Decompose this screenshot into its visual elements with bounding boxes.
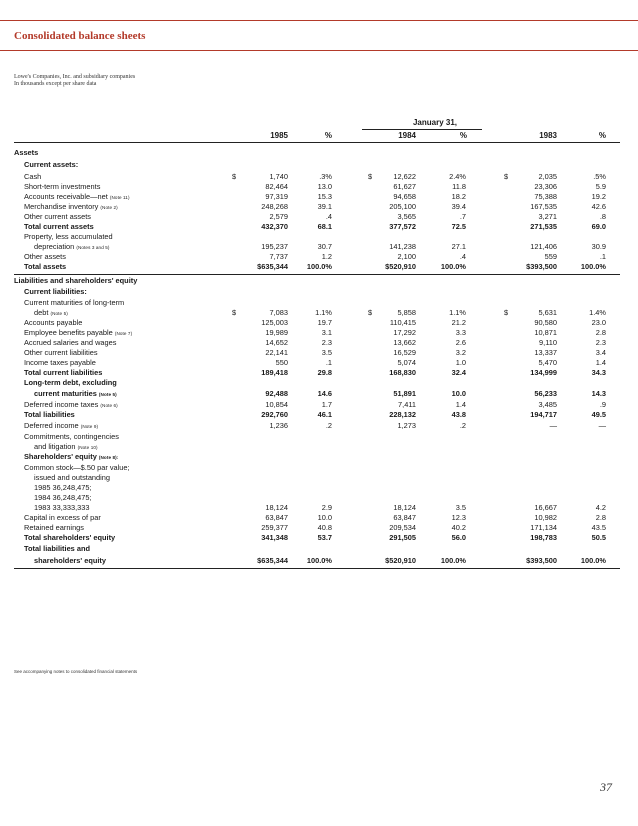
table-row (0, 328, 638, 338)
cell-p1984: 56.0 (451, 533, 466, 542)
cell-p1984: 3.5 (455, 503, 466, 512)
dollar-sign: $ (232, 308, 237, 317)
row-label (24, 523, 84, 533)
cell-v1985: 292,760 (261, 410, 288, 419)
row-label-text: Total liabilities and (24, 544, 90, 553)
row-label (14, 276, 137, 286)
cell-v1983: 23,306 (534, 182, 557, 191)
row-label-text: Retained earnings (24, 523, 84, 532)
cell-v1984: 228,132 (389, 410, 416, 419)
table-row (0, 463, 638, 473)
cell-p1983: 43.5 (591, 523, 606, 532)
cell-p1984: .7 (459, 212, 466, 221)
row-note-ref: (Note 9) (80, 424, 99, 429)
cell-p1985: 2.3 (321, 338, 332, 347)
cell-p1984: 21.2 (451, 318, 466, 327)
cell-p1984: 2.4% (449, 172, 466, 181)
row-label-text: shareholders' equity (34, 556, 106, 565)
row-label-text: Income taxes payable (24, 358, 96, 367)
cell-v1983: 121,406 (530, 242, 557, 251)
row-label (24, 452, 118, 463)
table-row (0, 276, 638, 286)
row-label-text: Shareholders' equity (24, 452, 97, 461)
row-label (24, 338, 116, 348)
cell-p1985: .4 (325, 212, 332, 221)
row-label-text: Liabilities and shareholders' equity (14, 276, 138, 285)
table-row (0, 493, 638, 503)
cell-v1983: 559 (544, 252, 557, 261)
row-label-text: Deferred income taxes (24, 400, 99, 409)
cell-p1985: 46.1 (317, 410, 332, 419)
row-label (34, 389, 117, 400)
cell-v1984: 2,100 (397, 252, 416, 261)
cell-v1983: 3,485 (538, 400, 557, 409)
cell-v1984: 94,658 (393, 192, 416, 201)
cell-v1984: 168,830 (389, 368, 416, 377)
row-label-text: Accounts receivable—net (24, 192, 108, 201)
cell-p1985: 10.0 (317, 513, 332, 522)
row-note-ref: (Note 5) (98, 392, 117, 397)
cell-v1983: 5,631 (538, 308, 557, 317)
table-row (0, 338, 638, 348)
row-label (24, 287, 87, 297)
row-label (14, 148, 38, 158)
cell-v1983: 56,233 (534, 389, 557, 398)
cell-p1984: 43.8 (451, 410, 466, 419)
cell-v1985: 2,579 (269, 212, 288, 221)
period-rule (362, 129, 482, 130)
cell-p1985: 53.7 (317, 533, 332, 542)
row-note-ref: (Note 5) (50, 311, 68, 316)
row-label-text: Property, less accumulated (24, 232, 113, 241)
table-row (0, 452, 638, 462)
row-label (24, 378, 117, 388)
row-label-text: 1984 36,248,475; (34, 493, 92, 502)
cell-v1985: 7,737 (269, 252, 288, 261)
row-label-text: Total liabilities (24, 410, 75, 419)
table-row (0, 389, 638, 399)
cell-v1985: 432,370 (261, 222, 288, 231)
cell-v1985: 195,237 (261, 242, 288, 251)
row-label-text: Employee benefits payable (24, 328, 113, 337)
col-pct-1985: % (324, 131, 332, 140)
cell-p1984: 1.4 (455, 400, 466, 409)
row-note-ref: (Note 7) (114, 331, 133, 336)
cell-p1984: 72.5 (451, 222, 466, 231)
row-label-text: Assets (14, 148, 39, 157)
cell-v1983: 10,871 (534, 328, 557, 337)
row-label-text: Total current assets (24, 222, 94, 231)
row-label (24, 463, 130, 473)
cell-p1984: 1.0 (455, 358, 466, 367)
table-row (0, 242, 638, 252)
cell-v1984: 12,622 (393, 172, 416, 181)
cell-v1983: 167,535 (530, 202, 557, 211)
cell-p1983: 42.6 (591, 202, 606, 211)
row-note-ref: (Note 2) (100, 205, 118, 210)
cell-p1985: 15.3 (317, 192, 332, 201)
cell-p1985: 1.1% (315, 308, 332, 317)
cell-v1984: 17,292 (393, 328, 416, 337)
row-label-text: Cash (24, 172, 42, 181)
row-label (24, 212, 91, 222)
table-row (0, 202, 638, 212)
cell-p1983: 14.3 (591, 389, 606, 398)
cell-p1983: 100.0% (580, 262, 606, 271)
cell-v1984: 377,572 (389, 222, 416, 231)
cell-p1983: 1.4% (589, 308, 606, 317)
period-header: January 31, (412, 118, 458, 127)
cell-p1983: 2.3 (595, 338, 606, 347)
page-title: Consolidated balance sheets (14, 30, 146, 42)
cell-p1985: 14.6 (317, 389, 332, 398)
row-label-text: Short-term investments (24, 182, 101, 191)
cell-v1983: 3,271 (538, 212, 557, 221)
cell-p1984: 3.3 (455, 328, 466, 337)
cell-v1983: 271,535 (530, 222, 557, 231)
cell-p1985: 68.1 (317, 222, 332, 231)
row-label (24, 232, 113, 242)
cell-p1984: 1.1% (449, 308, 466, 317)
row-note-ref: (Note 8): (98, 455, 119, 460)
cell-p1985: 30.7 (317, 242, 332, 251)
cell-p1983: .5% (593, 172, 606, 181)
table-row (0, 368, 638, 378)
cell-p1984: 32.4 (451, 368, 466, 377)
table-row (0, 421, 638, 431)
col-year-1984: 1984 (398, 131, 416, 140)
cell-v1984: 110,415 (389, 318, 416, 327)
cell-v1983: 5,470 (538, 358, 557, 367)
table-row (0, 410, 638, 420)
cell-p1984: 11.8 (452, 182, 466, 191)
cell-v1985: 22,141 (265, 348, 288, 357)
row-label-text: Total shareholders' equity (24, 533, 116, 542)
row-label (24, 298, 124, 308)
col-year-1983: 1983 (539, 131, 557, 140)
cell-p1985: 100.0% (306, 262, 332, 271)
table-row (0, 556, 638, 566)
cell-v1985: 63,847 (265, 513, 288, 522)
table-row (0, 160, 638, 170)
table-row (0, 533, 638, 543)
row-label-text: 1983 33,333,333 (34, 503, 90, 512)
cell-v1983: 134,999 (530, 368, 557, 377)
dollar-sign: $ (504, 172, 509, 181)
row-label-text: Merchandise inventory (24, 202, 99, 211)
row-label-text: Accounts payable (24, 318, 83, 327)
table-row (0, 442, 638, 452)
cell-p1983: 5.9 (595, 182, 606, 191)
cell-p1985: 1.2 (321, 252, 332, 261)
dollar-sign: $ (232, 172, 237, 181)
table-row (0, 212, 638, 222)
cell-p1983: 69.0 (591, 222, 606, 231)
row-note-ref: (Note 6) (100, 403, 118, 408)
table-row (0, 192, 638, 202)
company-name: Lowe's Companies, Inc. and subsidiary companies (14, 74, 136, 80)
cell-v1984: $520,910 (385, 556, 416, 565)
cell-p1985: 2.9 (321, 503, 332, 512)
cell-v1984: 209,534 (389, 523, 416, 532)
row-label-text: debt (34, 308, 49, 317)
cell-p1983: 49.5 (591, 410, 606, 419)
row-label (24, 262, 66, 272)
row-label-text: issued and outstanding (34, 473, 111, 482)
cell-p1985: 40.8 (317, 523, 332, 532)
cell-v1985: 10,854 (265, 400, 288, 409)
cell-p1984: 10.0 (451, 389, 466, 398)
row-label-text: Common stock—$.50 par value; (24, 463, 130, 472)
cell-p1983: 19.2 (591, 192, 606, 201)
total-rule (14, 274, 620, 275)
table-row (0, 318, 638, 328)
cell-p1984: .4 (459, 252, 466, 261)
row-label (24, 222, 94, 232)
col-pct-1983: % (598, 131, 606, 140)
cell-v1985: 248,268 (261, 202, 288, 211)
header-rule (14, 142, 620, 143)
row-label-text: Total assets (24, 262, 67, 271)
cell-p1983: 100.0% (580, 556, 606, 565)
cell-p1984: 100.0% (440, 556, 466, 565)
cell-p1984: 18.2 (451, 192, 466, 201)
row-label-text: depreciation (34, 242, 75, 251)
cell-v1985: 19,989 (265, 328, 288, 337)
cell-p1983: .1 (599, 252, 606, 261)
cell-p1985: 100.0% (306, 556, 332, 565)
table-row (0, 308, 638, 318)
row-label-text: Deferred income (24, 421, 79, 430)
table-row (0, 400, 638, 410)
cell-p1983: 30.9 (591, 242, 606, 251)
cell-p1985: 19.7 (317, 318, 332, 327)
cell-v1985: 1,740 (269, 172, 288, 181)
col-pct-1984: % (459, 131, 467, 140)
table-row (0, 503, 638, 513)
cell-v1984: 5,858 (397, 308, 416, 317)
table-row (0, 262, 638, 272)
row-label-text: Commitments, contingencies (24, 432, 119, 441)
cell-p1985: 3.1 (321, 328, 332, 337)
table-row (0, 483, 638, 493)
dollar-sign: $ (368, 172, 373, 181)
row-label (34, 503, 89, 513)
cell-v1984: 5,074 (397, 358, 416, 367)
cell-v1983: 75,388 (534, 192, 557, 201)
table-row (0, 348, 638, 358)
cell-p1985: .3% (319, 172, 332, 181)
row-label (34, 473, 110, 483)
cell-p1983: .8 (599, 212, 606, 221)
cell-v1984: 51,891 (393, 389, 416, 398)
row-label-text: Capital in excess of par (24, 513, 101, 522)
row-note-ref: (Notes 3 and 5) (76, 245, 110, 250)
cell-v1983: 10,982 (534, 513, 557, 522)
row-label-text: Accrued salaries and wages (24, 338, 117, 347)
cell-v1985: 189,418 (261, 368, 288, 377)
footnote: See accompanying notes to consolidated financial statements (14, 669, 138, 674)
cell-p1983: 50.5 (591, 533, 606, 542)
cell-p1984: 39.4 (451, 202, 466, 211)
top-rule (0, 20, 638, 21)
cell-v1983: — (549, 421, 557, 430)
row-label-text: 1985 36,248,475; (34, 483, 92, 492)
cell-p1985: 3.5 (321, 348, 332, 357)
row-note-ref: (Note 11) (109, 195, 130, 200)
cell-v1984: 63,847 (393, 513, 416, 522)
cell-v1985: 1,236 (269, 421, 288, 430)
row-label (24, 421, 98, 432)
cell-p1984: 3.2 (455, 348, 466, 357)
row-label-text: Long-term debt, excluding (24, 378, 117, 387)
cell-v1984: 3,565 (397, 212, 416, 221)
cell-v1983: 198,783 (530, 533, 557, 542)
cell-p1984: 40.2 (451, 523, 466, 532)
cell-p1983: .9 (599, 400, 606, 409)
cell-p1985: 39.1 (317, 202, 332, 211)
cell-v1985: 82,464 (265, 182, 288, 191)
table-row (0, 544, 638, 554)
row-label (24, 410, 75, 420)
table-row (0, 298, 638, 308)
row-label-text: Total current liabilities (24, 368, 103, 377)
cell-p1983: 23.0 (591, 318, 606, 327)
cell-v1985: 125,003 (261, 318, 288, 327)
table-row (0, 172, 638, 182)
total-rule (14, 568, 620, 569)
cell-p1983: 34.3 (591, 368, 606, 377)
table-row (0, 358, 638, 368)
row-label (24, 160, 78, 170)
row-label-text: Other current liabilities (24, 348, 98, 357)
table-row (0, 148, 638, 158)
row-label (34, 556, 106, 566)
cell-v1984: 1,273 (397, 421, 416, 430)
row-label (24, 172, 41, 182)
cell-v1984: 7,411 (398, 400, 416, 409)
cell-v1983: 13,337 (534, 348, 557, 357)
cell-v1984: 61,627 (393, 182, 416, 191)
cell-v1984: 205,100 (389, 202, 416, 211)
cell-v1984: 18,124 (393, 503, 416, 512)
row-label (24, 533, 115, 543)
cell-v1985: 7,083 (269, 308, 288, 317)
row-label (24, 368, 102, 378)
row-label (24, 513, 101, 523)
row-label-text: Current assets: (24, 160, 79, 169)
table-row (0, 473, 638, 483)
dollar-sign: $ (504, 308, 509, 317)
cell-v1985: 92,488 (265, 389, 288, 398)
table-row (0, 432, 638, 442)
cell-v1983: 16,667 (534, 503, 557, 512)
cell-v1983: 2,035 (538, 172, 557, 181)
cell-v1985: $635,344 (257, 556, 288, 565)
row-label-text: Current liabilities: (24, 287, 87, 296)
cell-v1983: 171,134 (530, 523, 557, 532)
cell-v1984: 13,662 (393, 338, 416, 347)
row-label (24, 358, 96, 368)
cell-v1983: 194,717 (530, 410, 557, 419)
cell-p1985: 13.0 (317, 182, 332, 191)
row-label (24, 318, 82, 328)
cell-p1985: 1.7 (321, 400, 332, 409)
cell-v1984: 291,505 (389, 533, 416, 542)
row-label (24, 544, 90, 554)
cell-v1985: 550 (275, 358, 288, 367)
row-label (24, 348, 98, 358)
cell-v1985: 18,124 (265, 503, 288, 512)
cell-p1983: 2.8 (595, 513, 606, 522)
table-row (0, 252, 638, 262)
row-label (34, 493, 92, 503)
cell-p1984: 12.3 (451, 513, 466, 522)
cell-p1983: — (598, 421, 606, 430)
cell-p1985: .2 (325, 421, 332, 430)
row-label-text: and litigation (34, 442, 76, 451)
row-label (24, 182, 100, 192)
table-row (0, 523, 638, 533)
cell-v1984: 141,238 (389, 242, 416, 251)
cell-v1985: $635,344 (257, 262, 288, 271)
row-label (34, 483, 92, 493)
cell-p1983: 4.2 (595, 503, 606, 512)
table-row (0, 232, 638, 242)
cell-v1983: $393,500 (526, 262, 557, 271)
cell-v1985: 97,319 (265, 192, 288, 201)
cell-p1984: 27.1 (451, 242, 466, 251)
cell-p1983: 3.4 (595, 348, 606, 357)
row-label-text: current maturities (34, 389, 97, 398)
table-row (0, 182, 638, 192)
row-note-ref: (Note 10) (77, 445, 98, 450)
cell-p1983: 1.4 (595, 358, 606, 367)
cell-p1984: 100.0% (440, 262, 466, 271)
cell-v1983: $393,500 (526, 556, 557, 565)
cell-p1984: 2.6 (455, 338, 466, 347)
cell-p1984: .2 (459, 421, 466, 430)
row-label (24, 432, 119, 442)
cell-v1985: 259,377 (261, 523, 288, 532)
row-label (24, 252, 66, 262)
cell-p1983: 2.8 (595, 328, 606, 337)
cell-v1983: 90,580 (534, 318, 557, 327)
table-row (0, 513, 638, 523)
cell-v1985: 341,348 (261, 533, 288, 542)
page-number: 37 (600, 780, 612, 794)
table-row (0, 222, 638, 232)
cell-p1985: .1 (325, 358, 332, 367)
row-label-text: Other current assets (24, 212, 91, 221)
cell-v1984: $520,910 (385, 262, 416, 271)
row-label-text: Current maturities of long-term (24, 298, 125, 307)
units-note: In thousands except per share data (14, 81, 97, 87)
cell-v1985: 14,652 (265, 338, 288, 347)
title-rule (0, 50, 638, 51)
table-row (0, 287, 638, 297)
table-row (0, 378, 638, 388)
cell-v1984: 16,529 (393, 348, 416, 357)
cell-p1985: 29.8 (317, 368, 332, 377)
cell-v1983: 9,110 (539, 338, 557, 347)
row-label-text: Other assets (24, 252, 66, 261)
dollar-sign: $ (368, 308, 373, 317)
col-year-1985: 1985 (270, 131, 288, 140)
